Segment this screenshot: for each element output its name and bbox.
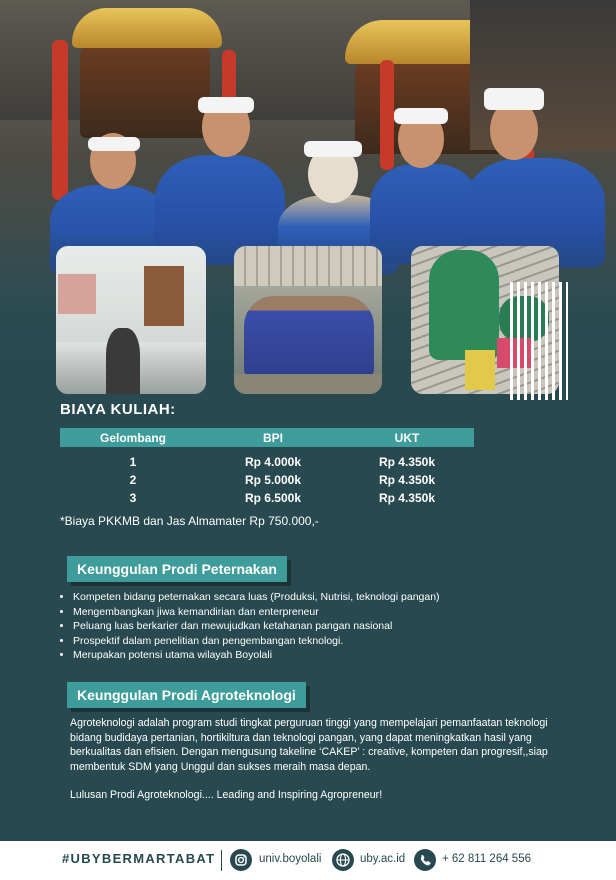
- list-item: • Merupakan potensi utama wilayah Boyolali: [73, 648, 573, 663]
- fees-header-gelombang: Gelombang: [60, 428, 206, 447]
- shrine-roof-left: [72, 8, 222, 48]
- list-item: • Mengembangkan jiwa kemandirian dan enterpreneur: [73, 605, 573, 620]
- list-item: • Kompeten bidang peternakan secara luas (Produksi, Nutrisi, teknologi pangan): [73, 590, 573, 605]
- projector-screen: [58, 274, 96, 314]
- fee-bpi: Rp 5.000k: [244, 473, 302, 487]
- fee-wave: 3: [129, 491, 137, 505]
- fee-ukt: Rp 4.350k: [378, 491, 436, 505]
- agroteknologi-paragraph: Agroteknologi adalah program studi tingkat perguruan tinggi yang mempelajari pemanfaatan teknologi bidang budidaya pertanian, hortikiltura dan teknologi pangan, yang dapat meningkatkan hasil yang berkualitas dan efisien. Dengan mengusung takeline ‘CAKEP’ : creative, kompeten dan progresif,,siap membentuk SDM yang Unggul dan sukses meraih masa depan.: [70, 717, 548, 773]
- fees-header-bpi: BPI: [206, 428, 340, 447]
- table-row: [60, 471, 474, 489]
- footer-divider: [221, 850, 222, 871]
- fee-wave: 2: [129, 473, 137, 487]
- fee-bpi: Rp 6.500k: [244, 491, 302, 505]
- barn-roof: [234, 246, 382, 286]
- table-row: [60, 447, 474, 471]
- agroteknologi-body: [70, 716, 550, 803]
- footer-website[interactable]: uby.ac.id: [360, 853, 406, 865]
- peternakan-title: Keunggulan Prodi Peternakan: [67, 556, 287, 582]
- laboratory-photo: [56, 246, 206, 394]
- list-item: • Prospektif dalam penelitian dan pengembangan teknologi.: [73, 634, 573, 649]
- table-row: [60, 489, 474, 507]
- barn-floor: [234, 374, 382, 394]
- students-group: [244, 296, 374, 376]
- list-item: • Peluang luas berkarier dan mewujudkan ketahanan pangan nasional: [73, 619, 573, 634]
- worker-boots: [465, 350, 495, 390]
- fees-header-ukt: UKT: [340, 428, 474, 447]
- decorative-stripes: [510, 282, 568, 400]
- peternakan-list: [60, 590, 573, 663]
- fees-table: [60, 428, 474, 507]
- footer-hashtag: #UBYBERMARTABAT: [62, 851, 216, 866]
- fee-wave: 1: [129, 455, 137, 469]
- fee-ukt: Rp 4.350k: [378, 473, 436, 487]
- footer: [0, 841, 616, 880]
- fee-bpi: Rp 4.000k: [244, 455, 302, 469]
- globe-icon: [332, 849, 354, 871]
- phone-icon: [414, 849, 436, 871]
- fee-ukt: Rp 4.350k: [378, 455, 436, 469]
- instagram-icon: [230, 849, 252, 871]
- students-group-photo: [234, 246, 382, 394]
- agroteknologi-tagline: Lulusan Prodi Agroteknologi.... Leading and Inspiring Agropreneur!: [70, 789, 383, 802]
- footer-instagram[interactable]: univ.boyolali: [259, 853, 322, 865]
- footer-phone[interactable]: + 62 811 264 556: [442, 853, 531, 865]
- lab-shelf: [144, 266, 184, 326]
- student-silhouette: [106, 328, 140, 394]
- agroteknologi-title: Keunggulan Prodi Agroteknologi: [67, 682, 306, 708]
- fees-title: BIAYA KULIAH:: [60, 401, 176, 418]
- fees-note: *Biaya PKKMB dan Jas Almamater Rp 750.000,-: [60, 514, 319, 528]
- worker-green-1: [429, 250, 499, 360]
- fees-header-row: [60, 428, 474, 447]
